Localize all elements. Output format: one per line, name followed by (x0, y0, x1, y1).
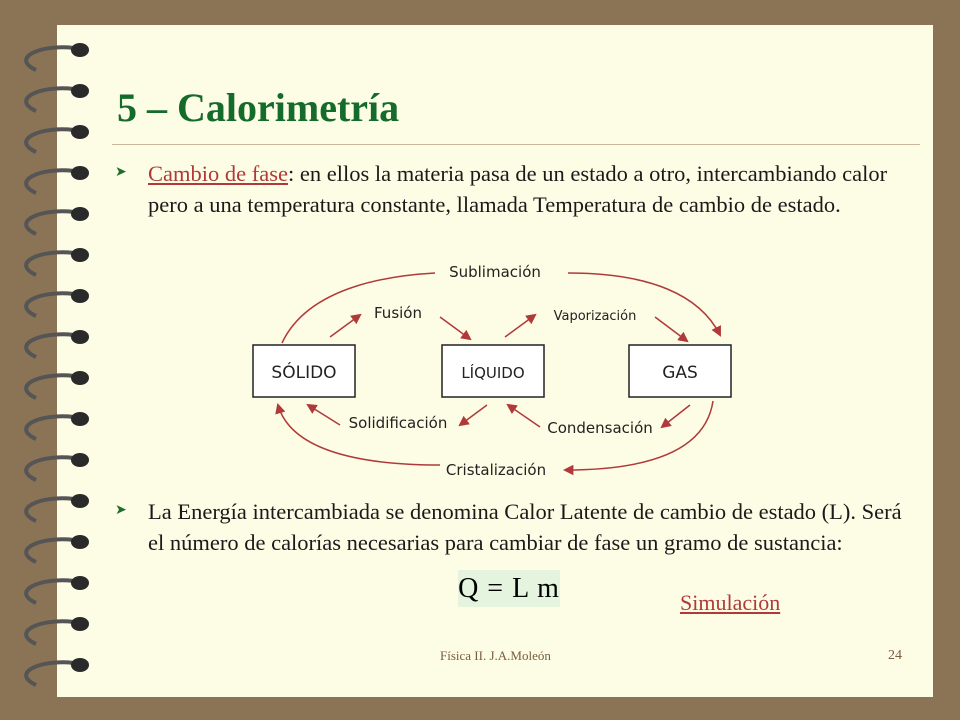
condensation-arrow-up (508, 405, 540, 427)
binding-ring (26, 252, 74, 275)
binding-ring (26, 416, 74, 439)
binding-hole (71, 289, 89, 303)
bullet-phase-change (148, 158, 918, 220)
footer-text: Física II. J.A.Moleón (440, 648, 551, 663)
title-divider (112, 144, 920, 145)
label-fusion: Fusión (374, 304, 422, 322)
binding-hole (71, 166, 89, 180)
solidification-arrow-up (308, 405, 340, 425)
binding-hole (71, 617, 89, 631)
page-number: 24 (888, 648, 902, 663)
condensation-arrow-down (662, 405, 690, 427)
binding-hole (71, 535, 89, 549)
label-crystallization: Cristalización (445, 461, 547, 479)
sublimation-arrow (568, 273, 720, 335)
binding-hole (71, 658, 89, 672)
binding-hole (71, 248, 89, 262)
binding-hole (71, 412, 89, 426)
binding-hole (71, 330, 89, 344)
arrow-bullet-icon: ➤ (115, 165, 127, 180)
vaporization-arrow-up (505, 315, 535, 337)
state-gas: GAS (662, 363, 698, 383)
label-solidification: Solidificación (348, 414, 448, 432)
binding-ring (26, 47, 74, 70)
binding-ring (26, 334, 74, 357)
state-solid: SÓLIDO (271, 363, 337, 383)
fusion-arrow-down (440, 317, 470, 339)
binding-ring (26, 129, 74, 152)
phase-change-text: : en ellos la materia pasa de un estado a otro, intercambiando calor pero a una temperatura constante, llamada Temperatura de cambio de estado. (148, 161, 888, 217)
bullet-latent-heat: La Energía intercambiada se denomina Calor Latente de cambio de estado (L). Será el número de calorías necesarias para cambiar de fase un gramo de sustancia: (148, 499, 902, 555)
label-sublimation: Sublimación (449, 263, 541, 281)
label-condensation: Condensación (547, 419, 653, 437)
binding-hole (71, 125, 89, 139)
binding-ring (26, 293, 74, 316)
binding-ring (26, 498, 74, 521)
binding-ring (26, 211, 74, 234)
phase-change-diagram (250, 255, 750, 485)
binding-ring (26, 580, 74, 603)
simulation-link[interactable]: Simulación (680, 590, 781, 615)
phase-change-link[interactable]: Cambio de fase (148, 161, 288, 186)
binding-hole (71, 453, 89, 467)
binding-ring (26, 375, 74, 398)
solidification-arrow-down (460, 405, 487, 425)
arrow-bullet-icon: ➤ (115, 503, 127, 518)
latent-heat-formula: Q = L m (458, 570, 560, 607)
spiral-binding (0, 0, 110, 720)
vaporization-arrow-down (655, 317, 687, 341)
slide-title: 5 – Calorimetría (117, 85, 400, 130)
binding-hole (71, 371, 89, 385)
binding-hole (71, 43, 89, 57)
binding-hole (71, 576, 89, 590)
state-liquid: LÍQUIDO (461, 364, 525, 382)
fusion-arrow-up (330, 315, 360, 337)
binding-hole (71, 494, 89, 508)
binding-ring (26, 621, 74, 644)
binding-ring (26, 88, 74, 111)
binding-ring (26, 170, 74, 193)
binding-ring (26, 539, 74, 562)
binding-hole (71, 84, 89, 98)
label-vaporization: Vaporización (553, 309, 637, 324)
binding-hole (71, 207, 89, 221)
binding-ring (26, 662, 74, 685)
binding-ring (26, 457, 74, 480)
